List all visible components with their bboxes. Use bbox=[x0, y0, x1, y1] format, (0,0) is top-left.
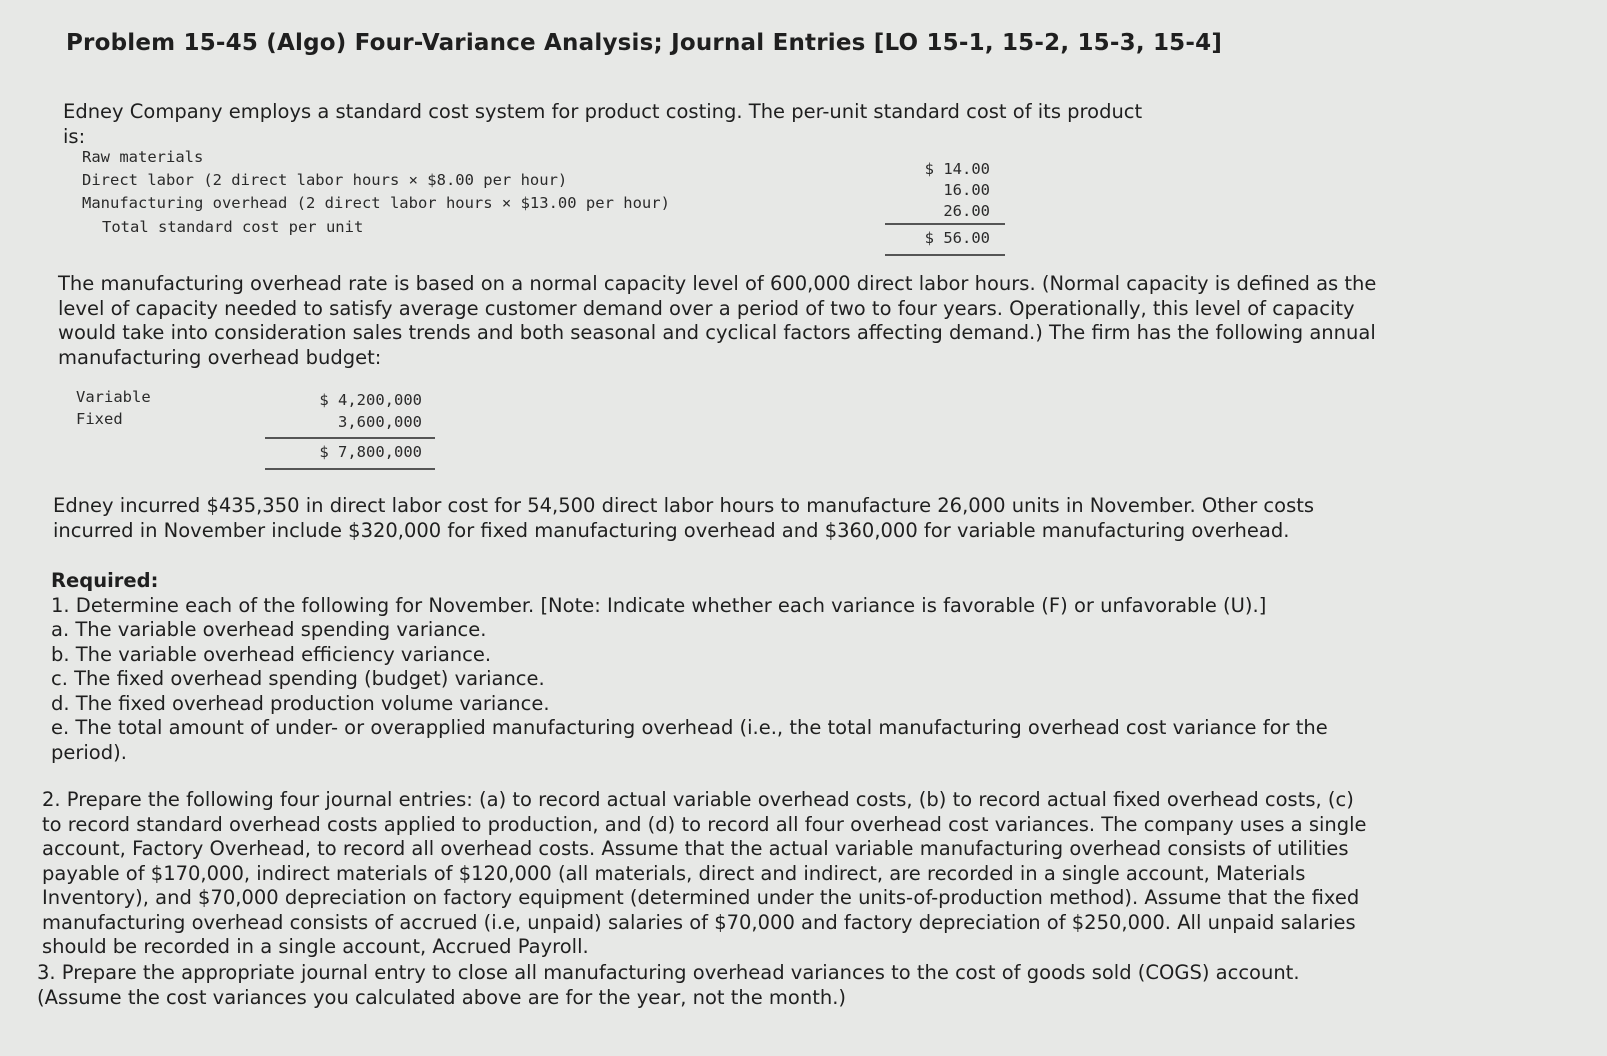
budget-row-value: 3,600,000 bbox=[338, 413, 422, 431]
cost-row-value: 16.00 bbox=[943, 181, 990, 199]
budget-row-label: Variable bbox=[76, 388, 151, 406]
budget-row-value: $ 4,200,000 bbox=[319, 391, 422, 409]
question-1c: c. The fixed overhead spending (budget) variance. bbox=[51, 667, 545, 690]
cost-row-label: Manufacturing overhead (2 direct labor hours × $13.00 per hour) bbox=[82, 194, 670, 212]
question-3: 3. Prepare the appropriate journal entry to close all manufacturing overhead variances to the cost of goods sold (COGS) account. (Assume the cost variances you calculated above are for the year, not the month.) bbox=[37, 961, 1300, 1009]
required-heading: Required: bbox=[51, 569, 159, 592]
cost-total-label: Total standard cost per unit bbox=[102, 218, 364, 236]
question-1a: a. The variable overhead spending variance. bbox=[51, 618, 487, 641]
budget-total-value: $ 7,800,000 bbox=[319, 443, 422, 461]
cost-row-value: 26.00 bbox=[943, 202, 990, 220]
question-1: 1. Determine each of the following for November. [Note: Indicate whether each variance is favorable (F) or unfavorable (U).] bbox=[51, 593, 1267, 617]
budget-subtotal-rule bbox=[265, 437, 435, 439]
problem-title: Problem 15-45 (Algo) Four-Variance Analysis; Journal Entries [LO 15-1, 15-2, 15-3, 15-4] bbox=[66, 30, 1223, 56]
budget-total-rule bbox=[265, 468, 435, 470]
question-1b: b. The variable overhead efficiency variance. bbox=[51, 642, 492, 666]
cost-row-label: Direct labor (2 direct labor hours × $8.00 per hour) bbox=[82, 171, 568, 189]
question-2: 2. Prepare the following four journal entries: (a) to record actual variable overhead costs, (b) to record actual fixed overhead costs, (c) to record standard overhead costs applied to production, and (d) to record all four overhead cost variances. The company uses a single account, Factory Overhead, to record all overhead costs. Assume that the actual variable manufacturing overhead consists of utilities payable of $170,000, indirect materials of $120,000 (all materials, direct and indirect, are recorded in a single account, Materials Inventory), and $70,000 depreciation on factory equipment (determined under the units-of-production method). Assume that the fixed manufacturing overhead consists of accrued (i.e, unpaid) salaries of $70,000 and factory depreciation of $250,000. All unpaid salaries should be recorded in a single account, Accrued Payroll. bbox=[42, 788, 1367, 958]
question-1d: d. The fixed overhead production volume variance. bbox=[51, 691, 550, 715]
question-1e: e. The total amount of under- or overapplied manufacturing overhead (i.e., the total manufacturing overhead cost variance for the period). bbox=[51, 716, 1328, 764]
subtotal-rule bbox=[885, 223, 1005, 225]
total-rule bbox=[885, 254, 1005, 256]
incurred-paragraph: Edney incurred $435,350 in direct labor cost for 54,500 direct labor hours to manufacture 26,000 units in November. Other costs incurred in November include $320,000 for fixed manufacturing overhead and $360,000 for variable manufacturing overhead. bbox=[53, 494, 1315, 542]
budget-row-label: Fixed bbox=[76, 410, 123, 428]
cost-row-label: Raw materials bbox=[82, 148, 204, 166]
cost-total-value: $ 56.00 bbox=[924, 229, 990, 247]
overhead-paragraph: The manufacturing overhead rate is based on a normal capacity level of 600,000 direct labor hours. (Normal capacity is defined as the level of capacity needed to satisfy average customer demand over a period of two to four years. Operationally, this level of capacity would take into consideration sales trends and both seasonal and cyclical factors affecting demand.) The firm has the following annual manufacturing overhead budget: bbox=[58, 272, 1377, 369]
required-section bbox=[51, 569, 1351, 765]
cost-row-value: $ 14.00 bbox=[924, 160, 990, 178]
intro-text: Edney Company employs a standard cost system for product costing. The per-unit standard cost of its product is: bbox=[63, 100, 1143, 148]
